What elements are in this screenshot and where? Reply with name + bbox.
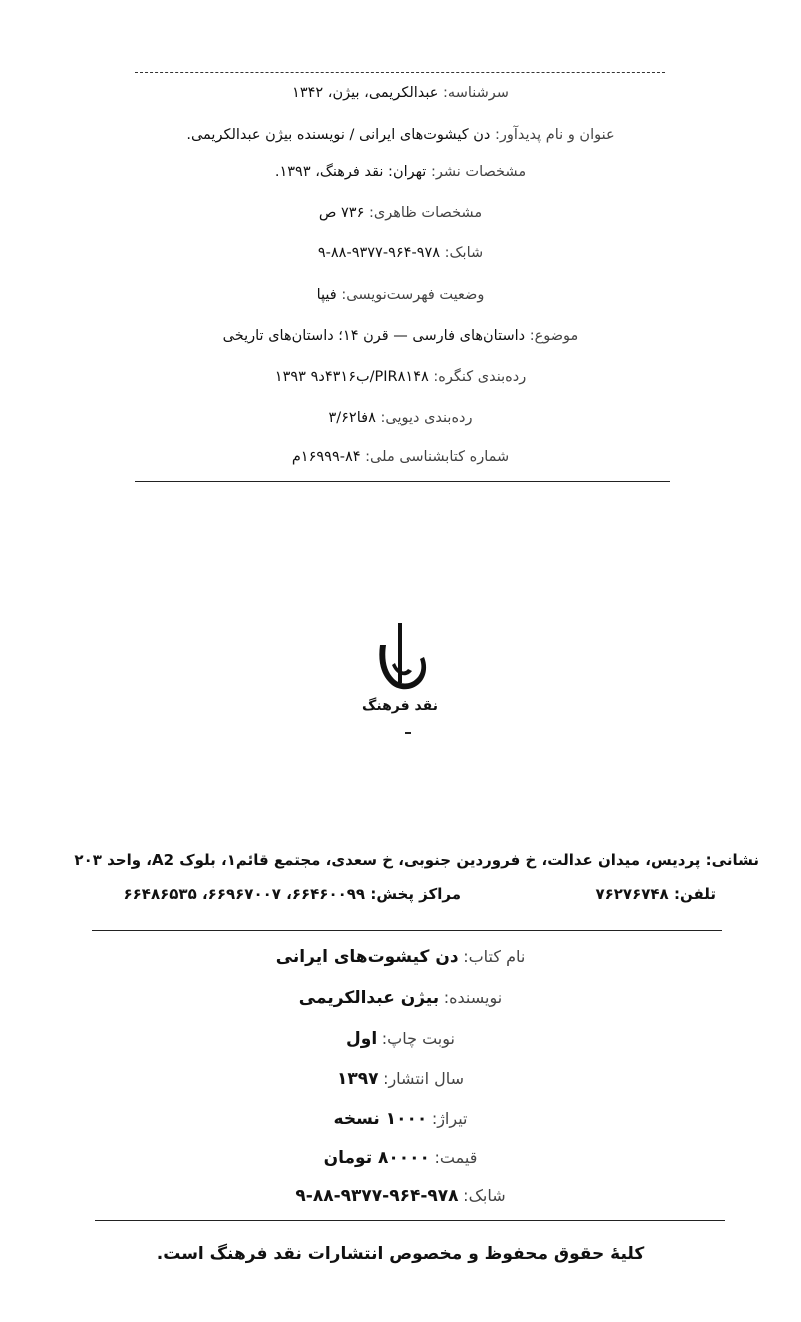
cip-catalog-status: وضعیت فهرست‌نویسی: فیپا — [316, 287, 485, 303]
top-rule — [135, 72, 665, 73]
distribution-centers: مراکز پخش: ۶۶۴۶۰۰۹۹، ۶۶۹۶۷۰۰۷، ۶۶۴۸۶۵۳۵ — [123, 885, 461, 903]
cip-national-number: شماره کتابشناسی ملی: ۸۴-۱۶۹۹۹م — [291, 449, 510, 465]
publisher-phone: تلفن: ۷۶۲۷۶۷۴۸ — [595, 885, 716, 903]
cip-subject: موضوع: داستان‌های فارسی — قرن ۱۴؛ داستان‌های تاریخی — [222, 328, 579, 344]
book-bottom-rule — [95, 1220, 725, 1221]
cip-bottom-rule — [135, 481, 670, 482]
book-edition: نوبت چاپ: اول — [346, 1029, 455, 1049]
book-isbn: شابک: ۹۷۸-۹۶۴-۹۳۷۷-۸۸-۹ — [295, 1186, 506, 1206]
publisher-address: نشانی: پردیس، میدان عدالت، خ فروردین جنوبی، خ سعدی، مجتمع قائم۱، بلوک A2، واحد ۲۰۳ — [74, 851, 759, 869]
book-price: قیمت: ۸۰۰۰۰ تومان — [323, 1148, 478, 1168]
contact-bottom-rule — [92, 930, 722, 931]
cip-physical: مشخصات ظاهری: ۷۳۶ ص — [318, 205, 483, 221]
cip-isbn: شابک: ۹۷۸-۹۶۴-۹۳۷۷-۸۸-۹ — [317, 245, 484, 261]
book-name: نام کتاب: دن کیشوت‌های ایرانی — [275, 947, 526, 967]
book-year: سال انتشار: ۱۳۹۷ — [336, 1069, 465, 1089]
book-print-run: تیراژ: ۱۰۰۰ نسخه — [333, 1109, 468, 1129]
publisher-logo-text: نقد فرهنگ — [362, 698, 438, 714]
copyright-notice: کلیهٔ حقوق محفوظ و مخصوص انتشارات نقد فرهنگ است. — [156, 1244, 645, 1264]
cip-publication: مشخصات نشر: تهران: نقد فرهنگ، ۱۳۹۳. — [274, 164, 527, 180]
logo-dot — [405, 732, 411, 734]
cip-heading: سرشناسه: عبدالکریمی، بیژن، ۱۳۴۲ — [292, 85, 509, 101]
cip-dewey: رده‌بندی دیویی: ۸فا۳/۶۲ — [328, 410, 473, 426]
cip-lc-class: رده‌بندی کنگره: PIR۸۱۴۸/ب۴۳۱۶د۹ ۱۳۹۳ — [274, 369, 527, 385]
book-author: نویسنده: بیژن عبدالکریمی — [298, 988, 503, 1008]
cip-title: عنوان و نام پدیدآور: دن کیشوت‌های ایرانی / نویسنده بیژن عبدالکریمی. — [186, 127, 615, 143]
